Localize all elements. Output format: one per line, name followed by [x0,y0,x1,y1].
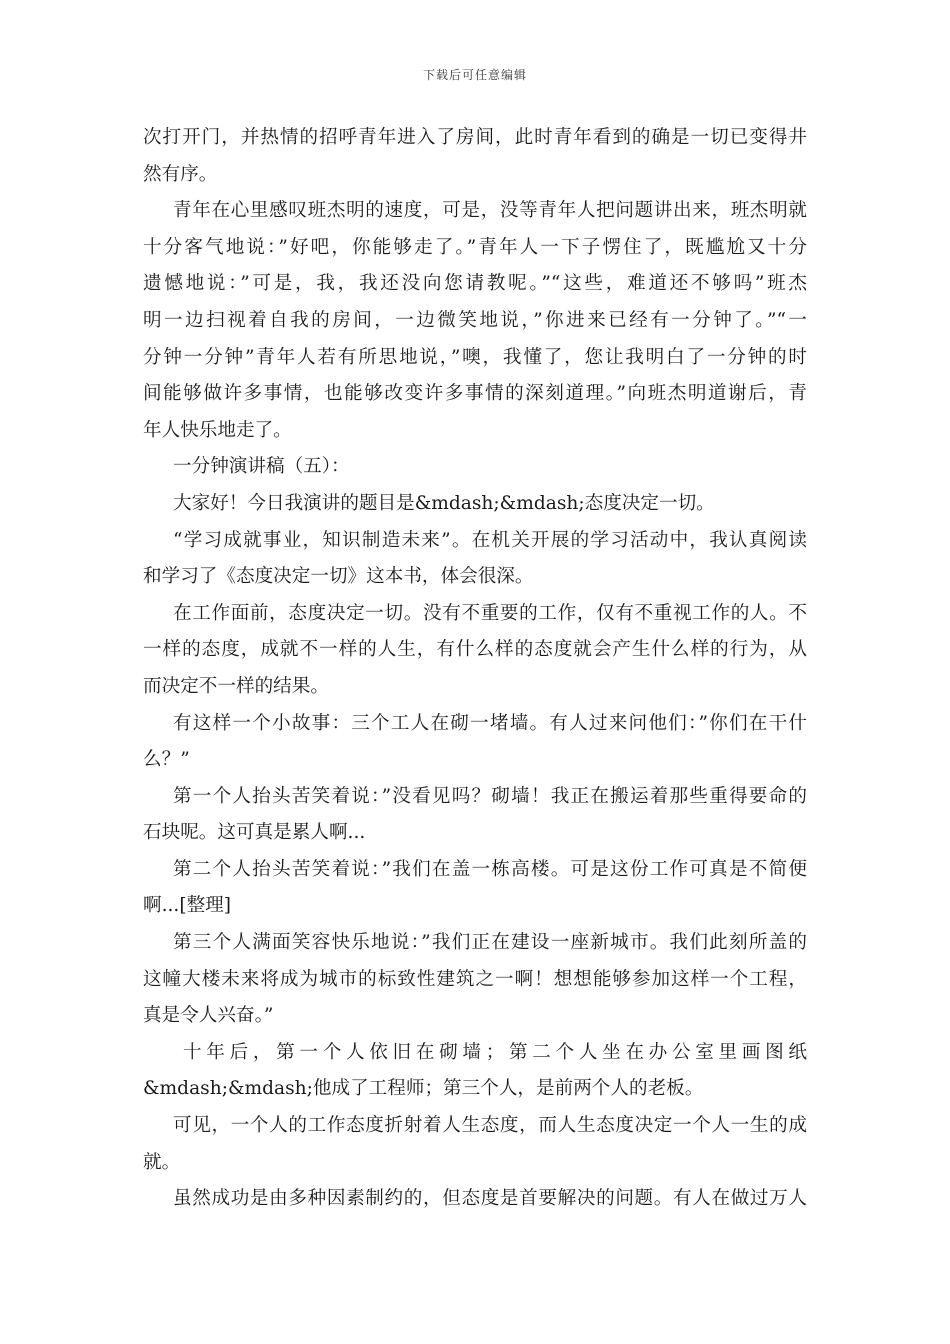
text-line: 明一边扫视着自我的房间，一边微笑地说，”你进来已经有一分钟了。”“一 [143,309,807,331]
text-line: 有这样一个小故事：三个工人在砌一堵墙。有人过来问他们：”你们在干什 [173,712,807,734]
text-line: 一样的态度，成就不一样的人生，有什么样的态度就会产生什么样的行为，从 [143,639,807,661]
document-body [143,120,807,1218]
text-line: 这幢大楼未来将成为城市的标致性建筑之一啊！想想能够参加这样一个工程， [143,968,807,990]
text-line: 然有序。 [143,163,218,185]
text-line: 第一个人抬头苦笑着说：”没看见吗？砌墙！我正在搬运着那些重得要命的 [173,785,807,807]
text-line: &mdash;&mdash;他成了工程师；第三个人，是前两个人的老板。 [143,1078,704,1100]
text-line: 真是令人兴奋。” [143,1005,274,1027]
text-line: 十分客气地说：”好吧，你能够走了。”青年人一下子愣住了，既尴尬又十分 [143,236,807,258]
text-line: 在工作面前，态度决定一切。没有不重要的工作，仅有不重视工作的人。不 [173,602,807,624]
text-line: 年人快乐地走了。 [143,419,292,441]
text-line: 大家好！今日我演讲的题目是&mdash;&mdash;态度决定一切。 [173,492,715,514]
text-line: 和学习了《态度决定一切》这本书，体会很深。 [143,566,534,588]
text-line: “学习成就事业，知识制造未来”。在机关开展的学习活动中，我认真阅读 [173,529,807,551]
text-line: 啊...[整理] [143,895,232,917]
text-line: 青年在心里感叹班杰明的速度，可是，没等青年人把问题讲出来，班杰明就 [173,200,807,222]
text-line: 次打开门，并热情的招呼青年进入了房间，此时青年看到的确是一切已变得井 [143,127,807,148]
text-line: 么？” [143,749,190,771]
text-line: 十年后，第一个人依旧在砌墙；第二个人坐在办公室里画图纸 [183,1041,807,1063]
text-line: 虽然成功是由多种因素制约的，但态度是首要解决的问题。有人在做过万人 [173,1188,807,1210]
text-line: 可见，一个人的工作态度折射着人生态度，而人生态度决定一个人一生的成 [173,1115,807,1137]
text-line: 第三个人满面笑容快乐地说：”我们正在建设一座新城市。我们此刻所盖的 [173,932,807,954]
text-line: 就。 [143,1151,181,1173]
text-line: 间能够做许多事情，也能够改变许多事情的深刻道理。”向班杰明道谢后，青 [143,383,807,405]
text-line: 分钟一分钟”青年人若有所思地说，”噢，我懂了，您让我明白了一分钟的时 [143,346,807,368]
page-header: 下载后可任意编辑 [422,68,527,82]
text-line: 遗憾地说：”可是，我，我还没向您请教呢。”“这些，难道还不够吗”班杰 [143,273,807,295]
section-heading: 一分钟演讲稿（五）： [173,456,350,478]
text-line: 石块呢。这可真是累人啊... [143,822,366,844]
text-line: 第二个人抬头苦笑着说：”我们在盖一栋高楼。可是这份工作可真是不简便 [173,858,807,880]
text-line: 而决定不一样的结果。 [143,675,329,697]
